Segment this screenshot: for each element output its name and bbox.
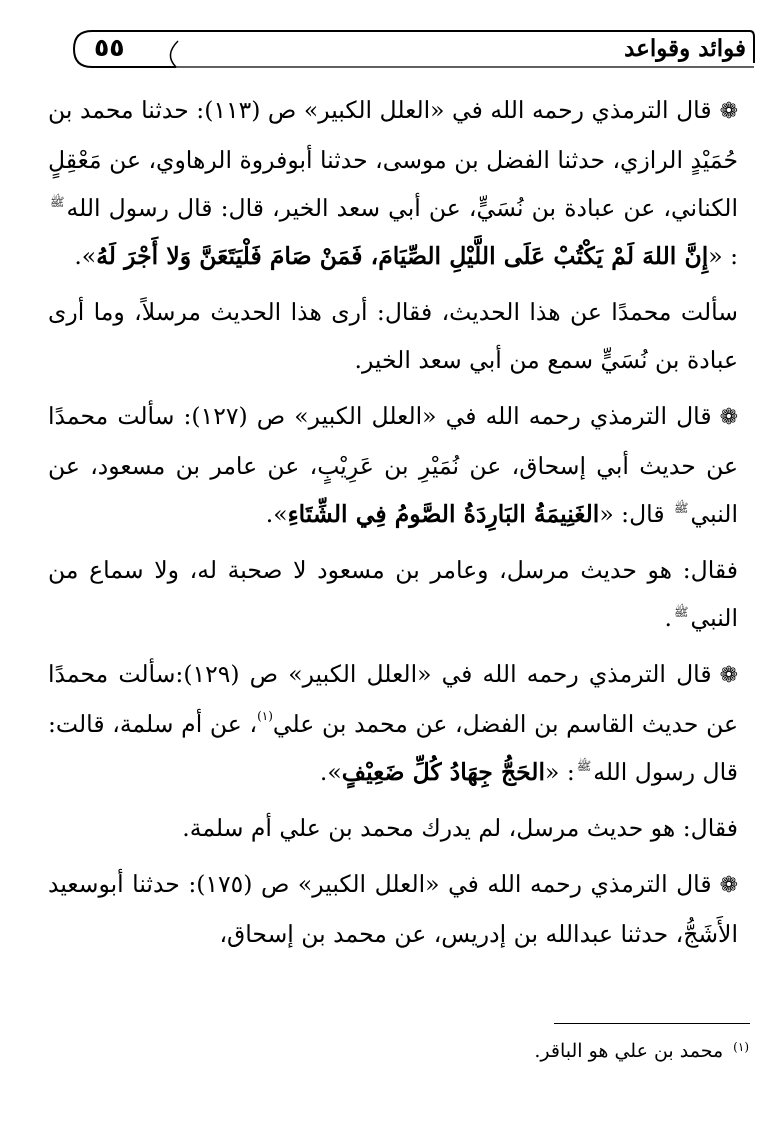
header-title: فوائد وقواعد (624, 35, 746, 62)
paragraph-text: فقال: هو حديث مرسل، وعامر بن مسعود لا صحبة له، ولا سماع من النبي (48, 556, 738, 632)
paragraph-text: : « (545, 758, 575, 786)
paragraph-text: قال الترمذي رحمه الله في «العلل الكبير» ص (١١٣): حدثنا محمد بن حُمَيْدٍ الرازي، حدثنا الفضل بن موسى، حدثنا أبوفروة الرهاوي، عن مَعْقِلٍ الكناني، عن عبادة بن نُسَيٍّ، عن أبي سعد الخير، قال: قال رسول الله (48, 96, 738, 222)
paragraph (48, 392, 738, 538)
salutation-glyph: ﷺ (674, 501, 689, 515)
footnote-ref: (١) (257, 709, 273, 723)
page-header (66, 29, 756, 69)
paragraph-text: ». (319, 758, 342, 786)
salutation-glyph: ﷺ (50, 195, 65, 209)
salutation-glyph: ﷺ (576, 759, 592, 773)
flower-marker-icon: ❁ (719, 873, 739, 898)
flower-marker-icon: ❁ (719, 663, 738, 688)
paragraph-text: قال الترمذي رحمه الله في «العلل الكبير» ص (١٧٥): حدثنا أبوسعيد الأَشَجُّ، حدثنا عبدالله بن إدريس، عن محمد بن إسحاق، (48, 870, 738, 948)
paragraph (48, 86, 738, 280)
main-text (48, 80, 738, 966)
footnote (534, 1040, 749, 1062)
footnote-divider (554, 1023, 750, 1024)
salutation-glyph: ﷺ (674, 605, 689, 619)
hadith-text: الحَجُّ جِهَادُ كُلِّ ضَعِيْفٍ (341, 758, 545, 786)
paragraph-text: : « (708, 242, 738, 270)
page-number: ٥٥ (94, 33, 125, 62)
footnote-text: محمد بن علي هو الباقر. (534, 1040, 724, 1062)
paragraph (48, 650, 738, 796)
paragraph (48, 860, 738, 958)
hadith-text: إِنَّ اللهَ لَمْ يَكْتُبْ عَلَى اللَّيْلِ الصِّيَامَ، فَمَنْ صَامَ فَلْيَتَعَنَّ وَلا أَجْرَ لَهُ (96, 242, 709, 270)
paragraph-text: ». (74, 242, 97, 270)
paragraph (48, 288, 738, 384)
paragraph-text: سألت محمدًا عن هذا الحديث، فقال: أرى هذا الحديث مرسلاً، وما أرى عبادة بن نُسَيٍّ سمع من أبي سعد الخير. (48, 298, 738, 374)
paragraph (48, 546, 738, 642)
paragraph-text: قال الترمذي رحمه الله في «العلل الكبير» ص (١٢٧): سألت محمدًا عن حديث أبي إسحاق، عن نُمَيْرِ بن عَرِيْبٍ، عن عامر بن مسعود، عن النبي (48, 402, 738, 528)
footnote-number: (١) (733, 1040, 749, 1054)
paragraph (48, 804, 738, 852)
paragraph-text: ، عن أم سلمة، قالت: قال رسول الله (48, 710, 738, 786)
flower-marker-icon: ❁ (719, 99, 738, 124)
paragraph-text: قال: « (599, 500, 673, 528)
paragraph-text: ». (265, 500, 288, 528)
hadith-text: الغَنِيمَةُ البَارِدَةُ الصَّومُ فِي الشِّتَاءِ (287, 500, 600, 528)
flower-marker-icon: ❁ (719, 405, 738, 430)
paragraph-text: قال الترمذي رحمه الله في «العلل الكبير» ص (١٢٩):سألت محمدًا عن حديث القاسم بن الفضل، عن محمد بن علي (48, 660, 738, 738)
paragraph-text: فقال: هو حديث مرسل، لم يدرك محمد بن علي أم سلمة. (182, 814, 738, 842)
paragraph-text: . (664, 604, 673, 632)
